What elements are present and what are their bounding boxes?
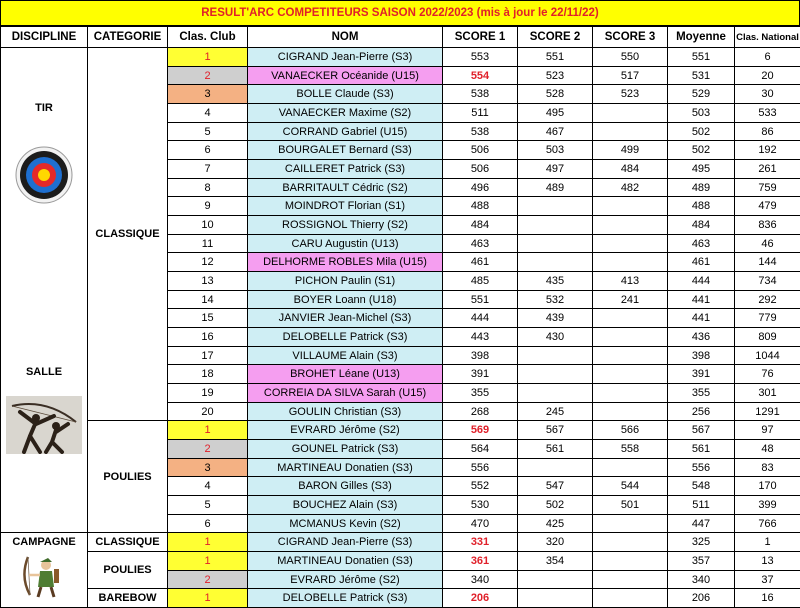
score1-cell: 553 [443, 48, 518, 67]
score1-cell: 538 [443, 85, 518, 104]
score3-cell: 566 [593, 421, 668, 440]
national-rank-cell: 1044 [735, 346, 800, 365]
score2-cell: 245 [518, 402, 593, 421]
field-archer-icon [22, 553, 66, 599]
archer-name-cell: DELOBELLE Patrick (S3) [248, 328, 443, 347]
score1-cell: 463 [443, 234, 518, 253]
average-cell: 484 [668, 216, 735, 235]
average-cell: 357 [668, 552, 735, 571]
national-rank-cell: 48 [735, 440, 800, 459]
score1-cell: 340 [443, 570, 518, 589]
score2-cell [518, 365, 593, 384]
archer-name-cell: EVRARD Jérôme (S2) [248, 570, 443, 589]
average-cell: 488 [668, 197, 735, 216]
table-row [1, 533, 800, 552]
average-cell: 489 [668, 178, 735, 197]
national-rank-cell: 86 [735, 122, 800, 141]
average-cell: 556 [668, 458, 735, 477]
score1-cell: 556 [443, 458, 518, 477]
score3-cell [593, 552, 668, 571]
club-rank-cell: 2 [168, 440, 248, 459]
score3-cell [593, 328, 668, 347]
header-categorie: CATEGORIE [88, 27, 168, 48]
score2-cell: 354 [518, 552, 593, 571]
score3-cell: 413 [593, 272, 668, 291]
score2-cell: 435 [518, 272, 593, 291]
club-rank-cell: 5 [168, 496, 248, 515]
score3-cell: 484 [593, 160, 668, 179]
average-cell: 436 [668, 328, 735, 347]
score1-cell: 470 [443, 514, 518, 533]
national-rank-cell: 779 [735, 309, 800, 328]
score2-cell: 495 [518, 104, 593, 123]
average-cell: 441 [668, 290, 735, 309]
score1-cell: 551 [443, 290, 518, 309]
score2-cell: 547 [518, 477, 593, 496]
archer-name-cell: MARTINEAU Donatien (S3) [248, 458, 443, 477]
national-rank-cell: 292 [735, 290, 800, 309]
average-cell: 567 [668, 421, 735, 440]
category-barebow: BAREBOW [88, 589, 168, 608]
club-rank-cell: 10 [168, 216, 248, 235]
header-discipline: DISCIPLINE [1, 27, 88, 48]
club-rank-cell: 1 [168, 533, 248, 552]
score3-cell [593, 346, 668, 365]
score3-cell [593, 589, 668, 608]
score2-cell: 320 [518, 533, 593, 552]
score2-cell: 502 [518, 496, 593, 515]
score3-cell [593, 309, 668, 328]
score3-cell [593, 402, 668, 421]
score2-cell: 425 [518, 514, 593, 533]
archer-name-cell: GOULIN Christian (S3) [248, 402, 443, 421]
national-rank-cell: 83 [735, 458, 800, 477]
national-rank-cell: 144 [735, 253, 800, 272]
score1-cell: 444 [443, 309, 518, 328]
archer-name-cell: CIGRAND Jean-Pierre (S3) [248, 533, 443, 552]
category-campagne-poulies: POULIES [88, 552, 168, 589]
score3-cell: 241 [593, 290, 668, 309]
score2-cell: 489 [518, 178, 593, 197]
score1-cell: 511 [443, 104, 518, 123]
average-cell: 206 [668, 589, 735, 608]
archer-name-cell: VANAECKER Maxime (S2) [248, 104, 443, 123]
score3-cell [593, 216, 668, 235]
club-rank-cell: 3 [168, 458, 248, 477]
average-cell: 325 [668, 533, 735, 552]
club-rank-cell: 17 [168, 346, 248, 365]
club-rank-cell: 1 [168, 48, 248, 67]
score1-cell: 538 [443, 122, 518, 141]
average-cell: 355 [668, 384, 735, 403]
score1-cell: 496 [443, 178, 518, 197]
archer-name-cell: CORREIA DA SILVA Sarah (U15) [248, 384, 443, 403]
header-clas-national: Clas. National [735, 27, 800, 48]
average-cell: 502 [668, 122, 735, 141]
archer-name-cell: MARTINEAU Donatien (S3) [248, 552, 443, 571]
header-moyenne: Moyenne [668, 27, 735, 48]
national-rank-cell: 836 [735, 216, 800, 235]
national-rank-cell: 766 [735, 514, 800, 533]
national-rank-cell: 20 [735, 66, 800, 85]
score2-cell: 467 [518, 122, 593, 141]
average-cell: 447 [668, 514, 735, 533]
national-rank-cell: 6 [735, 48, 800, 67]
archer-name-cell: PICHON Paulin (S1) [248, 272, 443, 291]
score1-cell: 569 [443, 421, 518, 440]
average-cell: 531 [668, 66, 735, 85]
archer-name-cell: BOYER Loann (U18) [248, 290, 443, 309]
header-clas-club: Clas. Club [168, 27, 248, 48]
club-rank-cell: 4 [168, 104, 248, 123]
score1-cell: 564 [443, 440, 518, 459]
score3-cell [593, 365, 668, 384]
score3-cell: 499 [593, 141, 668, 160]
club-rank-cell: 20 [168, 402, 248, 421]
club-rank-cell: 12 [168, 253, 248, 272]
national-rank-cell: 46 [735, 234, 800, 253]
archer-name-cell: MOINDROT Florian (S1) [248, 197, 443, 216]
average-cell: 548 [668, 477, 735, 496]
national-rank-cell: 1 [735, 533, 800, 552]
archer-name-cell: BOUCHEZ Alain (S3) [248, 496, 443, 515]
national-rank-cell: 759 [735, 178, 800, 197]
average-cell: 444 [668, 272, 735, 291]
national-rank-cell: 97 [735, 421, 800, 440]
average-cell: 441 [668, 309, 735, 328]
score3-cell: 558 [593, 440, 668, 459]
score1-cell: 461 [443, 253, 518, 272]
score1-cell: 361 [443, 552, 518, 571]
score2-cell [518, 384, 593, 403]
table-row [1, 552, 800, 571]
archer-statue-icon [6, 396, 82, 454]
score2-cell [518, 589, 593, 608]
average-cell: 503 [668, 104, 735, 123]
club-rank-cell: 13 [168, 272, 248, 291]
average-cell: 502 [668, 141, 735, 160]
score1-cell: 391 [443, 365, 518, 384]
archer-name-cell: CARU Augustin (U13) [248, 234, 443, 253]
national-rank-cell: 261 [735, 160, 800, 179]
score3-cell [593, 533, 668, 552]
score1-cell: 506 [443, 160, 518, 179]
archery-target-icon [15, 146, 73, 204]
discipline-salle-label: SALLE [1, 366, 87, 378]
discipline-salle-cell [1, 48, 88, 533]
discipline-tir-label: TIR [1, 102, 87, 114]
score2-cell [518, 346, 593, 365]
score2-cell: 561 [518, 440, 593, 459]
score2-cell: 430 [518, 328, 593, 347]
score1-cell: 554 [443, 66, 518, 85]
score3-cell: 544 [593, 477, 668, 496]
score2-cell: 497 [518, 160, 593, 179]
score1-cell: 506 [443, 141, 518, 160]
table-row [1, 589, 800, 608]
score3-cell [593, 122, 668, 141]
archer-name-cell: BOURGALET Bernard (S3) [248, 141, 443, 160]
average-cell: 340 [668, 570, 735, 589]
archer-name-cell: CORRAND Gabriel (U15) [248, 122, 443, 141]
club-rank-cell: 14 [168, 290, 248, 309]
header-score3: SCORE 3 [593, 27, 668, 48]
club-rank-cell: 8 [168, 178, 248, 197]
sheet-title: RESULT'ARC COMPETITEURS SAISON 2022/2023 (mis à jour le 22/11/22) [0, 0, 800, 26]
archer-name-cell: DELOBELLE Patrick (S3) [248, 589, 443, 608]
score3-cell [593, 253, 668, 272]
score3-cell: 482 [593, 178, 668, 197]
score1-cell: 484 [443, 216, 518, 235]
club-rank-cell: 3 [168, 85, 248, 104]
category-classique: CLASSIQUE [88, 48, 168, 421]
header-nom: NOM [248, 27, 443, 48]
score3-cell [593, 197, 668, 216]
field-archer-image [22, 553, 66, 602]
category-campagne-classique: CLASSIQUE [88, 533, 168, 552]
archer-name-cell: BARON Gilles (S3) [248, 477, 443, 496]
national-rank-cell: 170 [735, 477, 800, 496]
score1-cell: 443 [443, 328, 518, 347]
archer-name-cell: BARRITAULT Cédric (S2) [248, 178, 443, 197]
score2-cell: 528 [518, 85, 593, 104]
score1-cell: 331 [443, 533, 518, 552]
results-table [0, 26, 800, 608]
table-row [1, 48, 800, 67]
average-cell: 511 [668, 496, 735, 515]
score2-cell [518, 234, 593, 253]
club-rank-cell: 6 [168, 141, 248, 160]
club-rank-cell: 15 [168, 309, 248, 328]
average-cell: 551 [668, 48, 735, 67]
club-rank-cell: 18 [168, 365, 248, 384]
header-score2: SCORE 2 [518, 27, 593, 48]
score1-cell: 268 [443, 402, 518, 421]
score1-cell: 355 [443, 384, 518, 403]
score3-cell: 517 [593, 66, 668, 85]
national-rank-cell: 76 [735, 365, 800, 384]
score1-cell: 206 [443, 589, 518, 608]
club-rank-cell: 2 [168, 570, 248, 589]
national-rank-cell: 533 [735, 104, 800, 123]
archer-name-cell: BROHET Léane (U13) [248, 365, 443, 384]
archer-name-cell: GOUNEL Patrick (S3) [248, 440, 443, 459]
average-cell: 391 [668, 365, 735, 384]
archer-name-cell: VANAECKER Océanide (U15) [248, 66, 443, 85]
club-rank-cell: 7 [168, 160, 248, 179]
national-rank-cell: 1291 [735, 402, 800, 421]
target-image [15, 146, 73, 207]
table-row [1, 421, 800, 440]
archer-name-cell: DELHORME ROBLES Mila (U15) [248, 253, 443, 272]
average-cell: 256 [668, 402, 735, 421]
category-poulies: POULIES [88, 421, 168, 533]
club-rank-cell: 16 [168, 328, 248, 347]
score3-cell [593, 234, 668, 253]
archer-name-cell: ROSSIGNOL Thierry (S2) [248, 216, 443, 235]
archer-name-cell: VILLAUME Alain (S3) [248, 346, 443, 365]
club-rank-cell: 19 [168, 384, 248, 403]
score3-cell [593, 104, 668, 123]
score3-cell: 501 [593, 496, 668, 515]
average-cell: 529 [668, 85, 735, 104]
results-body [1, 48, 800, 608]
club-rank-cell: 9 [168, 197, 248, 216]
score2-cell: 551 [518, 48, 593, 67]
score1-cell: 488 [443, 197, 518, 216]
national-rank-cell: 37 [735, 570, 800, 589]
average-cell: 398 [668, 346, 735, 365]
score2-cell [518, 570, 593, 589]
score3-cell [593, 570, 668, 589]
score3-cell [593, 384, 668, 403]
national-rank-cell: 734 [735, 272, 800, 291]
archer-name-cell: JANVIER Jean-Michel (S3) [248, 309, 443, 328]
average-cell: 463 [668, 234, 735, 253]
score1-cell: 398 [443, 346, 518, 365]
score2-cell: 439 [518, 309, 593, 328]
archer-name-cell: BOLLE Claude (S3) [248, 85, 443, 104]
club-rank-cell: 5 [168, 122, 248, 141]
archer-name-cell: CIGRAND Jean-Pierre (S3) [248, 48, 443, 67]
score1-cell: 552 [443, 477, 518, 496]
archer-name-cell: CAILLERET Patrick (S3) [248, 160, 443, 179]
discipline-campagne-label: CAMPAGNE [1, 536, 87, 548]
average-cell: 461 [668, 253, 735, 272]
average-cell: 495 [668, 160, 735, 179]
club-rank-cell: 2 [168, 66, 248, 85]
national-rank-cell: 809 [735, 328, 800, 347]
score1-cell: 485 [443, 272, 518, 291]
average-cell: 561 [668, 440, 735, 459]
score2-cell: 523 [518, 66, 593, 85]
score2-cell [518, 458, 593, 477]
club-rank-cell: 1 [168, 552, 248, 571]
national-rank-cell: 16 [735, 589, 800, 608]
score2-cell [518, 253, 593, 272]
archer-name-cell: MCMANUS Kevin (S2) [248, 514, 443, 533]
club-rank-cell: 11 [168, 234, 248, 253]
score3-cell [593, 514, 668, 533]
national-rank-cell: 479 [735, 197, 800, 216]
score2-cell [518, 216, 593, 235]
score2-cell: 532 [518, 290, 593, 309]
header-row [1, 27, 800, 48]
club-rank-cell: 1 [168, 589, 248, 608]
archer-image [6, 396, 82, 457]
national-rank-cell: 13 [735, 552, 800, 571]
header-score1: SCORE 1 [443, 27, 518, 48]
score2-cell [518, 197, 593, 216]
discipline-campagne-cell [1, 533, 88, 608]
national-rank-cell: 192 [735, 141, 800, 160]
national-rank-cell: 399 [735, 496, 800, 515]
score1-cell: 530 [443, 496, 518, 515]
score3-cell: 523 [593, 85, 668, 104]
club-rank-cell: 6 [168, 514, 248, 533]
national-rank-cell: 301 [735, 384, 800, 403]
score3-cell: 550 [593, 48, 668, 67]
archer-name-cell: EVRARD Jérôme (S2) [248, 421, 443, 440]
club-rank-cell: 4 [168, 477, 248, 496]
score3-cell [593, 458, 668, 477]
score2-cell: 503 [518, 141, 593, 160]
national-rank-cell: 30 [735, 85, 800, 104]
score2-cell: 567 [518, 421, 593, 440]
club-rank-cell: 1 [168, 421, 248, 440]
